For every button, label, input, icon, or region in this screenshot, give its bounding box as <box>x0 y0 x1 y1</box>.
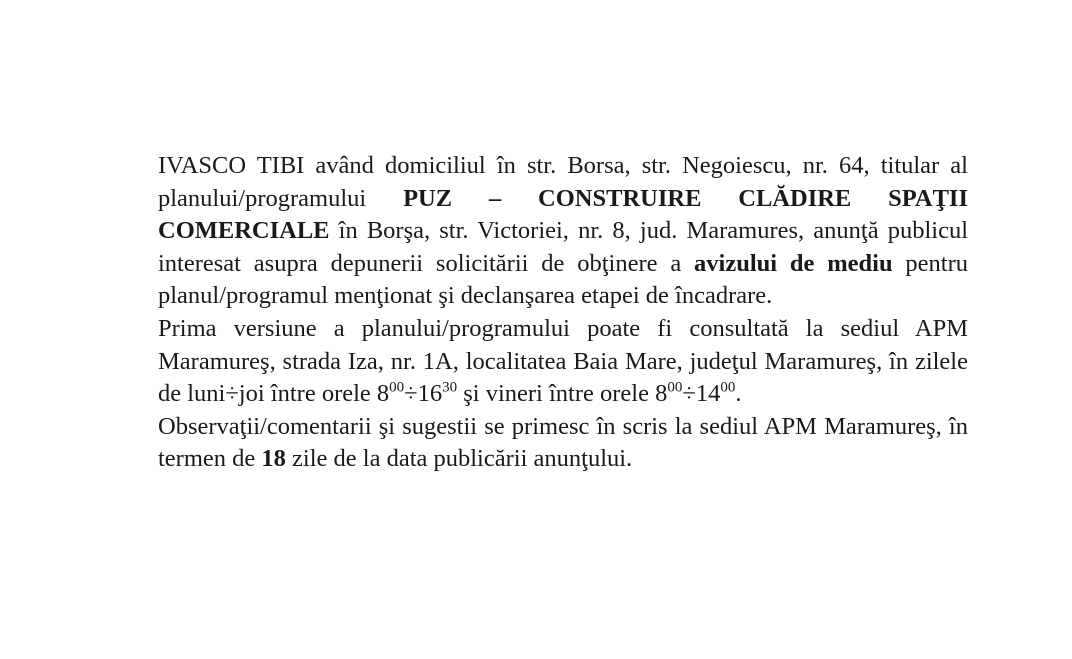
notice-paragraph-3 <box>158 411 968 476</box>
notice-paragraph-1 <box>158 150 968 313</box>
applicant-intro: IVASCO TIBI având domiciliul în str. Borsa, str. Negoiescu, nr. 64, titular al planului/programului <box>158 152 968 212</box>
plan-location: în Borşa, str. Victoriei, nr. 8, jud. Maramures, anunţă publicul interesat asupra depunerii solicitării de obţinere a <box>158 217 968 277</box>
comments-text: Observaţii/comentarii şi sugestii se primesc în scris la sediul APM Maramureş, în termen de <box>158 412 968 473</box>
weekday-hours: $8^{00}\div 16^{30}$ <box>376 379 458 408</box>
consultation-text: Prima versiune a planului/programului poate fi consultată la sediul APM Maramureş, strada Iza, nr. 1A, localitatea Baia Mare, judeţul Maramureş, în zilele de luni÷joi între orele <box>158 314 968 408</box>
environmental-notice <box>158 150 968 476</box>
paragraph-1-rest: pentru planul/programul menţionat şi declanşarea etapei de încadrare. <box>158 249 968 310</box>
friday-hours: $8^{00}\div 14^{00}$ <box>655 379 736 408</box>
notice-paragraph-2: Prima versiune a planului/programului poate fi consultată la sediul APM Maramureş, strada Iza, nr. 1A, localitatea Baia Mare, judeţul Maramureş, în zilele de luni÷joi între orele $8^{00}\div 16^{30}$ şi vineri între orele $8^{00}\div 14^{00}$. <box>158 314 968 408</box>
friday-text: şi vineri între orele <box>457 380 656 408</box>
paragraph-3-rest: zile de la data publicării anunţului. <box>285 445 633 473</box>
days-count: 18 <box>261 445 286 473</box>
permit-name: avizului de mediu <box>694 249 893 277</box>
plan-name: PUZ – CONSTRUIRE CLĂDIRE SPAŢII COMERCIALE <box>158 184 968 245</box>
